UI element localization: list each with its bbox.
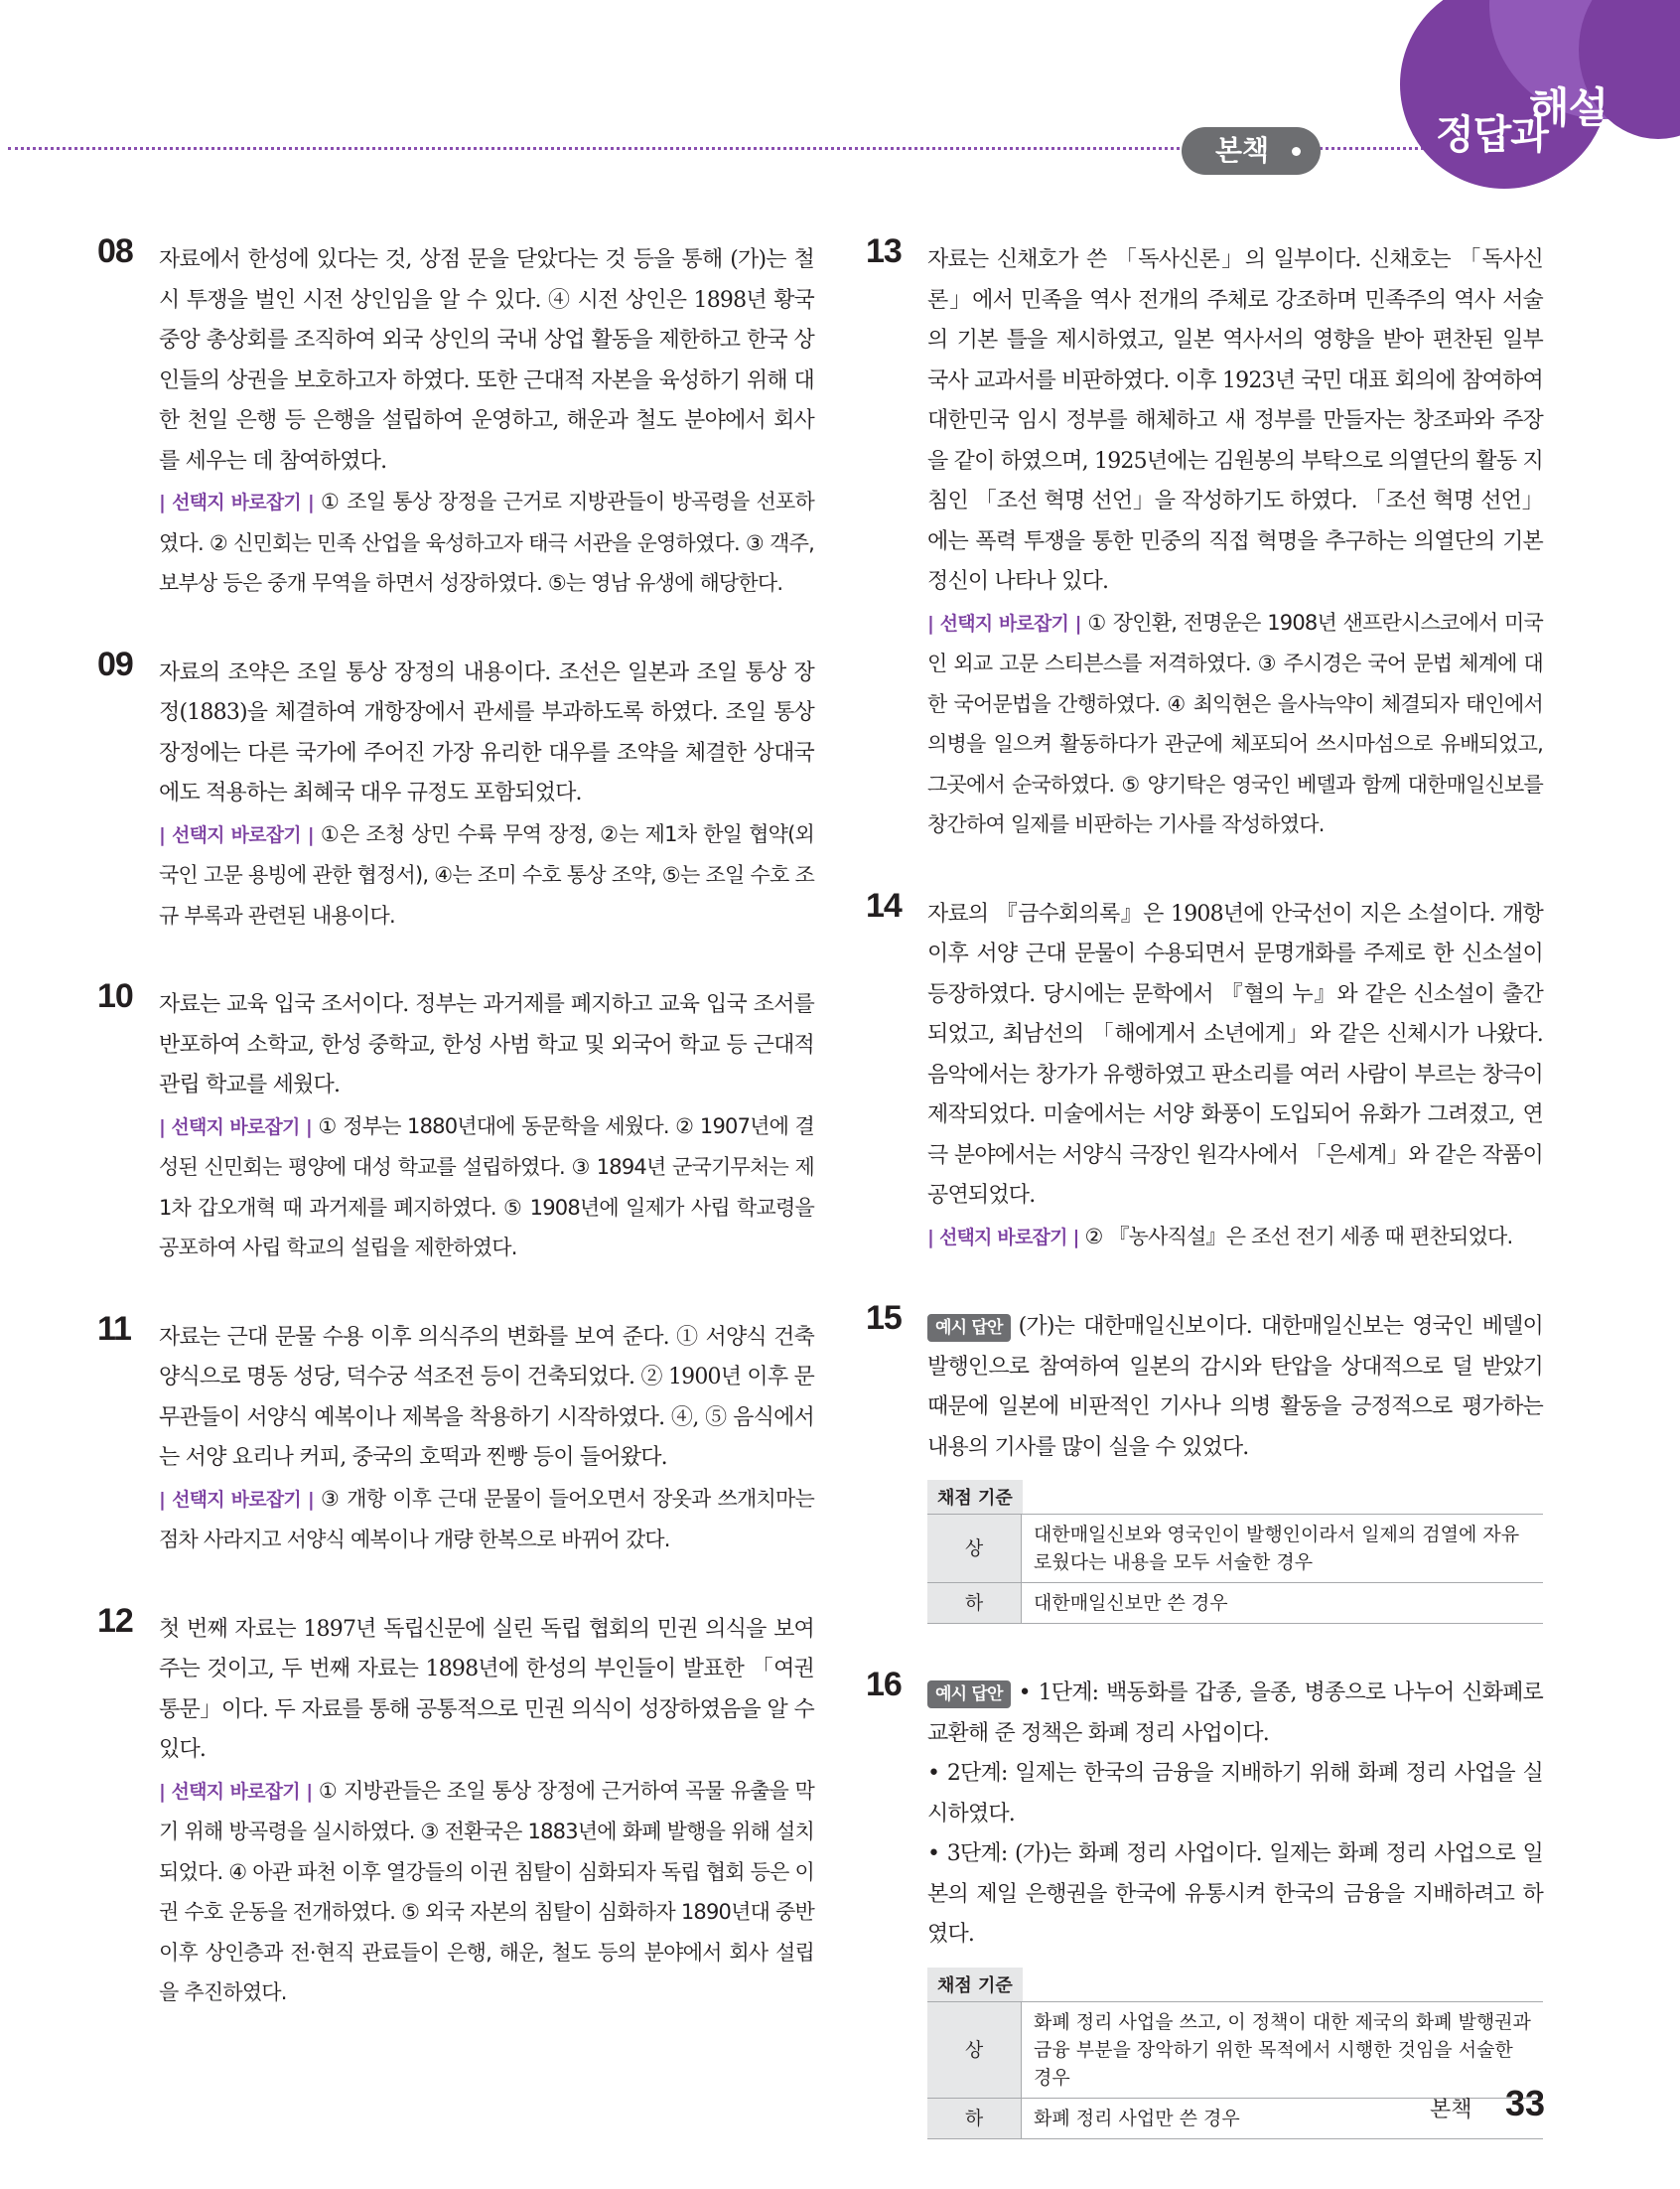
answer-item-14 <box>866 886 1543 1258</box>
choice-correction-text: ① 장인환, 전명운은 1908년 샌프란시스코에서 미국인 외교 고문 스티븐스를 저격하였다. ③ 주시경은 국어 문법 체계에 대한 국어문법을 간행하였다. ④ 최익현은 을사늑약이 체결되자 태인에서 의병을 일으켜 활동하다가 관군에 체포되어 쓰시마섬으로 유배되었고, 그곳에서 순국하였다. ⑤ 양기탁은 영국인 베델과 함께 대한매일신보를 창간하여 일제를 비판하는 기사를 작성하였다. <box>927 610 1543 836</box>
item-body: 자료는 근대 문물 수용 이후 의식주의 변화를 보여 준다. ① 서양식 건축 양식으로 명동 성당, 덕수궁 석조전 등이 건축되었다. ② 1900년 이후 문무관들이 서양식 예복이나 제복을 착용하기 시작하였다. ④, ⑤ 음식에서는 서양 요리나 커피, 중국의 호떡과 찐빵 등이 들어왔다. <box>159 1324 814 1470</box>
example-answer-tag: 예시 답안 <box>927 1680 1011 1708</box>
grade-criterion: 대한매일신보만 쓴 경우 <box>1022 1583 1544 1624</box>
choice-correction-text: ③ 개항 이후 근대 문물이 들어오면서 장옷과 쓰개치마는 점차 사라지고 서양식 예복이나 개량 한복으로 바뀌어 갔다. <box>159 1486 814 1551</box>
choice-correction-tag: | 선택지 바로잡기 | <box>159 1488 315 1511</box>
section-badge <box>1370 0 1680 199</box>
choice-correction-text: ① 지방관들은 조일 통상 장정에 근거하여 곡물 유출을 막기 위해 방곡령을 실시하였다. ③ 전환국은 1883년에 화폐 발행을 위해 설치되었다. ④ 아관 파천 이후 열강들의 이권 침탈이 심화되자 독립 협회 등은 이권 수호 운동을 전개하였다. ⑤ 외국 자본의 침탈이 심화하자 1890년대 중반 이후 상인층과 전·현직 관료들이 은행, 해운, 철도 등의 분야에서 회사 설립을 추진하였다. <box>159 1778 814 2004</box>
example-answer-tag: 예시 답안 <box>927 1314 1011 1342</box>
choice-correction-tag: | 선택지 바로잡기 | <box>159 492 315 513</box>
bullet-dot-icon <box>1292 147 1301 156</box>
choice-correction-text: ① 조일 통상 장정을 근거로 지방관들이 방곡령을 선포하였다. ② 신민회는 민족 산업을 육성하고자 태극 서관을 운영하였다. ③ 객주, 보부상 등은 중개 무역을 하면서 성장하였다. ⑤는 영남 유생에 해당한다. <box>159 490 814 595</box>
grade-level: 하 <box>927 2098 1022 2138</box>
item-body: 첫 번째 자료는 1897년 독립신문에 실린 독립 협회의 민권 의식을 보여 주는 것이고, 두 번째 자료는 1898년에 한성의 부인들이 발표한 「여권통문」이다. 두 자료를 통해 공통적으로 민권 의식이 성장하였음을 알 수 있다. <box>159 1616 814 1762</box>
item-body: 자료의 『금수회의록』은 1908년에 안국선이 지은 소설이다. 개항 이후 서양 근대 문물이 수용되면서 문명개화를 주제로 한 신소설이 등장하였다. 당시에는 문학에서 『혈의 누』와 같은 신소설이 출간되었고, 최남선의 「해에게서 소년에게」와 같은 신체시가 나왔다. 음악에서는 창가가 유행하였고 판소리를 여러 사람이 부르는 창극이 제작되었다. 미술에서는 서양 화풍이 도입되어 유화가 그려졌고, 연극 분야에서는 서양식 극장인 원각사에서 「은세계」와 같은 작품이 공연되었다. <box>927 901 1543 1208</box>
answer-item-11 <box>97 1309 814 1560</box>
choice-correction-tag: | 선택지 바로잡기 | <box>159 823 314 846</box>
table-row <box>927 1583 1543 1624</box>
item-body: 자료에서 한성에 있다는 것, 상점 문을 닫았다는 것 등을 통해 (가)는 철시 투쟁을 벌인 시전 상인임을 알 수 있다. ④ 시전 상인은 1898년 황국 중앙 총상회를 조직하여 외국 상인의 국내 상업 활동을 제한하고 한국 상인들의 상권을 보호하고자 하였다. 또한 근대적 자본을 육성하기 위해 대한 천일 은행 등 은행을 설립하여 운영하고, 해운과 철도 분야에서 회사를 세우는 데 참여하였다. <box>159 247 814 474</box>
grade-criterion: 화폐 정리 사업을 쓰고, 이 정책이 대한 제국의 화폐 발행권과 금융 부분을 장악하기 위한 목적에서 시행한 것임을 서술한 경우 <box>1022 2001 1544 2098</box>
choice-correction <box>159 814 814 937</box>
item-body: 자료는 신채호가 쓴 「독사신론」의 일부이다. 신채호는 「독사신론」에서 민족을 역사 전개의 주체로 강조하며 민족주의 역사 서술의 기본 틀을 제시하였고, 일본 역사서의 영향을 받아 편찬된 일부 국사 교과서를 비판하였다. 이후 1923년 국민 대표 회의에 참여하여 대한민국 임시 정부를 해체하고 새 정부를 만들자는 창조파와 주장을 같이 하였으며, 1925년에는 김원봉의 부탁으로 의열단의 활동 지침인 「조선 혁명 선언」을 작성하기도 하였다. 「조선 혁명 선언」에는 폭력 투쟁을 통한 민중의 직접 혁명을 추구하는 의열단의 기본 정신이 나타나 있다. <box>927 247 1543 594</box>
choice-correction-text: ② 『농사직설』은 조선 전기 세종 때 편찬되었다. <box>1084 1224 1513 1248</box>
choice-correction-tag: | 선택지 바로잡기 | <box>159 1115 313 1138</box>
item-number: 16 <box>866 1666 902 1703</box>
example-answer-text: (가)는 대한매일신보이다. 대한매일신보는 영국인 베델이 발행인으로 참여하여 일본의 감시와 탄압을 상대적으로 덜 받았기 때문에 일본에 비판적인 기사나 의병 활동을 긍정적으로 평가하는 내용의 기사를 많이 실을 수 있었다. <box>927 1314 1543 1460</box>
item-number: 09 <box>97 645 133 683</box>
grading-title: 채점 기준 <box>927 1480 1023 1514</box>
answer-item-13 <box>866 232 1543 845</box>
grade-level: 상 <box>927 2001 1022 2098</box>
item-body: 자료의 조약은 조일 통상 장정의 내용이다. 조선은 일본과 조일 통상 장정(1883)을 체결하여 개항장에서 관세를 부과하도록 하였다. 조일 통상 장정에는 다른 국가에 주어진 가장 유리한 대우를 조약을 체결한 상대국에도 적용하는 최혜국 대우 규정도 포함되었다. <box>159 659 814 805</box>
choice-correction <box>927 603 1543 845</box>
answer-item-15 <box>866 1299 1543 1624</box>
grading-block <box>927 1480 1543 1624</box>
step-line: • 2단계: 일제는 한국의 금융을 지배하기 위해 화폐 정리 사업을 실시하였다. <box>927 1761 1543 1826</box>
choice-correction <box>159 1479 814 1560</box>
answer-item-09 <box>97 645 814 937</box>
answer-item-12 <box>97 1601 814 2013</box>
choice-correction-text: ① 정부는 1880년대에 동문학을 세웠다. ② 1907년에 결성된 신민회는 평양에 대성 학교를 설립하였다. ③ 1894년 군국기무처는 제1차 갑오개혁 때 과거제를 폐지하였다. ⑤ 1908년에 일제가 사립 학교령을 공포하여 사립 학교의 설립을 제한하였다. <box>159 1113 814 1259</box>
grade-criterion: 화폐 정리 사업만 쓴 경우 <box>1022 2098 1544 2138</box>
item-number: 12 <box>97 1601 133 1640</box>
item-number: 13 <box>866 232 902 270</box>
item-number: 08 <box>97 232 133 270</box>
item-number: 15 <box>866 1299 902 1337</box>
step-line: • 3단계: (가)는 화폐 정리 사업이다. 일제는 화폐 정리 사업으로 일본의 제일 은행권을 한국에 유통시켜 한국의 금융을 지배하려고 하였다. <box>927 1841 1543 1947</box>
grade-level: 상 <box>927 1515 1022 1583</box>
step-line: • 1단계: 백동화를 갑종, 을종, 병종으로 나누어 신화폐로 교환해 준 정책은 화폐 정리 사업이다. <box>927 1680 1543 1746</box>
badge-line2: 해설 <box>1529 83 1609 132</box>
choice-correction <box>159 1771 814 2013</box>
item-number: 11 <box>97 1309 131 1348</box>
grading-table <box>927 1514 1543 1624</box>
answer-item-16 <box>866 1666 1546 2139</box>
choice-correction <box>159 482 814 604</box>
page-number: 33 <box>1505 2083 1546 2123</box>
choice-correction-tag: | 선택지 바로잡기 | <box>927 1226 1079 1248</box>
item-body: 자료는 교육 입국 조서이다. 정부는 과거제를 폐지하고 교육 입국 조서를 반포하여 소학교, 한성 중학교, 한성 사범 학교 및 외국어 학교 등 근대적 관립 학교를 세웠다. <box>159 992 814 1097</box>
choice-correction-tag: | 선택지 바로잡기 | <box>927 612 1081 635</box>
table-row <box>927 1515 1543 1583</box>
grade-criterion: 대한매일신보와 영국인이 발행인이라서 일제의 검열에 자유로웠다는 내용을 모두 서술한 경우 <box>1022 1515 1544 1583</box>
item-body <box>927 1307 1543 1468</box>
choice-correction <box>927 1217 1543 1258</box>
badge-line1: 정답과 <box>1436 112 1548 158</box>
book-label: 본책 <box>1215 134 1270 167</box>
item-number: 10 <box>97 977 133 1015</box>
grading-title: 채점 기준 <box>927 1968 1023 2001</box>
choice-correction-text: ①은 조청 상민 수륙 무역 장정, ②는 제1차 한일 협약(외국인 고문 용빙에 관한 협정서), ④는 조미 수호 통상 조약, ⑤는 조일 수호 조규 부록과 관련된 내용이다. <box>159 821 814 928</box>
book-label-pill <box>1182 127 1321 175</box>
choice-correction <box>159 1106 814 1268</box>
left-column <box>97 232 814 2063</box>
footer-book-label: 본책 <box>1430 2098 1472 2122</box>
answer-item-10 <box>97 977 814 1268</box>
item-body <box>927 1674 1543 1956</box>
right-column <box>866 232 1546 2189</box>
choice-correction-tag: | 선택지 바로잡기 | <box>159 1780 313 1803</box>
answer-item-08 <box>97 232 814 604</box>
grade-level: 하 <box>927 1583 1022 1624</box>
item-number: 14 <box>866 886 902 925</box>
table-row <box>927 2001 1543 2098</box>
